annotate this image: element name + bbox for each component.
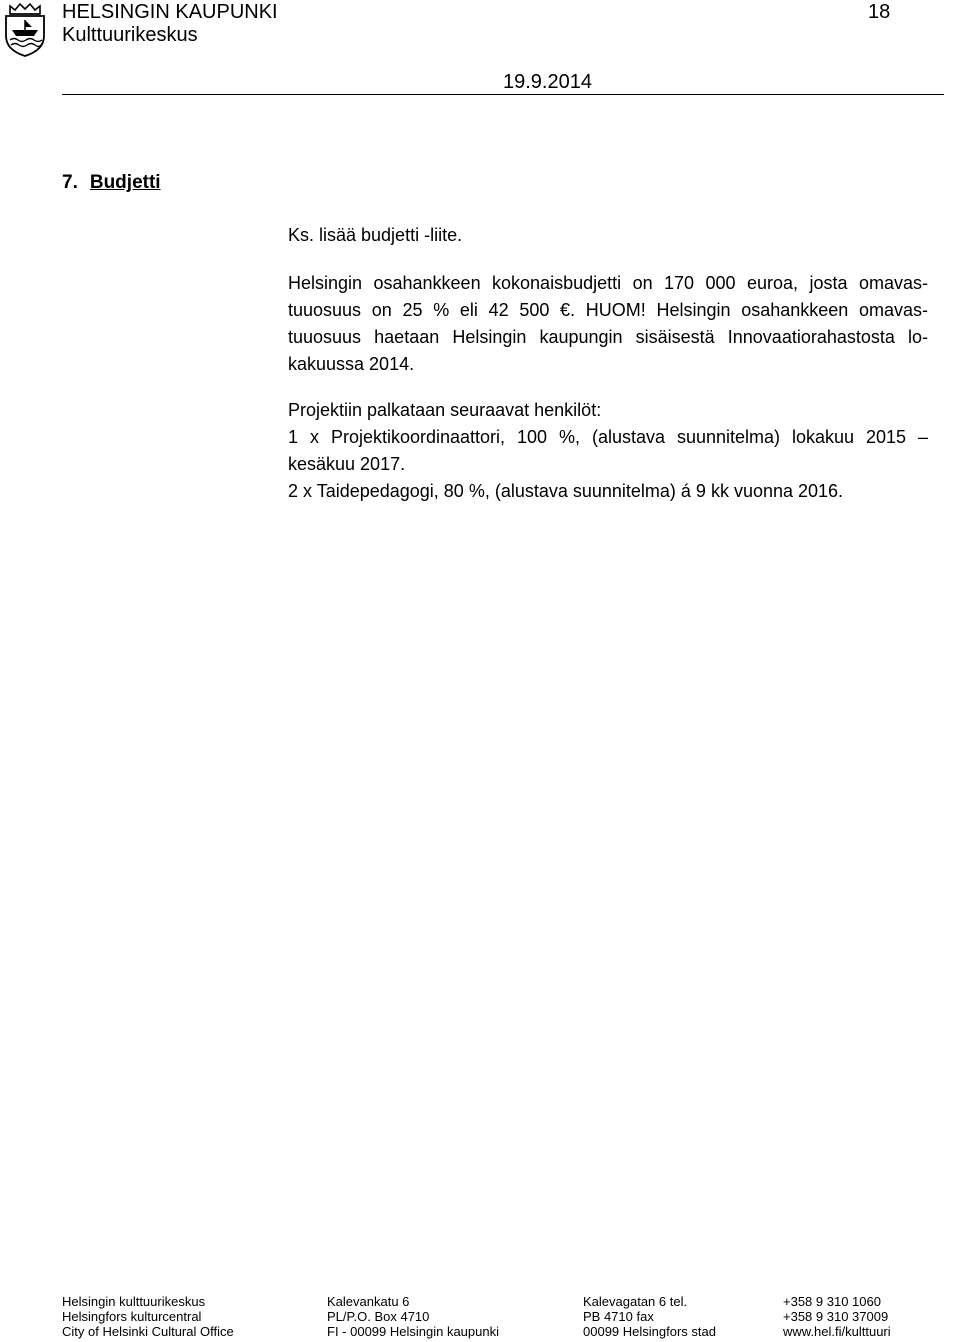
section-title: Budjetti (89, 172, 161, 193)
footer-website-link[interactable]: www.hel.fi/kulttuuri (783, 1324, 891, 1339)
footer-fax: +358 9 310 37009 (783, 1309, 889, 1324)
paragraph-line: kakuussa 2014. (288, 354, 415, 374)
paragraph-line: 2 x Taidepedagogi, 80 %, (alustava suunnitelma) á 9 kk vuonna 2016. (288, 481, 844, 501)
footer-line: 00099 Helsingfors stad (583, 1324, 716, 1339)
footer-line: Kalevankatu 6 (327, 1294, 410, 1309)
footer-line: Helsingfors kulturcentral (62, 1309, 202, 1324)
paragraph-staffing (288, 397, 928, 505)
paragraph-line: kesäkuu 2017. (288, 454, 406, 474)
paragraph-line: Ks. lisää budjetti -liite. (288, 225, 463, 245)
footer-phone: +358 9 310 1060 (783, 1294, 881, 1309)
page-number: 18 (868, 1, 891, 23)
footer-organization (62, 1294, 234, 1339)
footer-line: FI - 00099 Helsingin kaupunki (327, 1324, 499, 1339)
paragraph-line: tuuosuus haetaan Helsingin kaupungin sisäisestä Innovaatiorahastosta lo- (288, 327, 928, 347)
footer-line: PL/P.O. Box 4710 (327, 1309, 430, 1324)
paragraph-line: Helsingin osahankkeen kokonaisbudjetti on 170 000 euroa, josta omavas- (288, 273, 928, 293)
department-name: Kulttuurikeskus (62, 24, 198, 46)
document-date: 19.9.2014 (503, 71, 592, 93)
paragraph-line: tuuosuus on 25 % eli 42 500 €. HUOM! Helsingin osahankkeen omavas- (288, 300, 928, 320)
footer-contact (783, 1294, 891, 1339)
footer-line: PB 4710 fax (583, 1309, 654, 1324)
organization-name: HELSINGIN KAUPUNKI (62, 1, 278, 23)
section-heading (62, 171, 161, 195)
paragraph-budget-details (288, 270, 928, 378)
header-divider (62, 94, 944, 95)
paragraph-line: 1 x Projektikoordinaattori, 100 %, (alustava suunnitelma) lokakuu 2015 – (288, 427, 928, 447)
footer-address-swedish (583, 1294, 716, 1339)
paragraph-line: Projektiin palkataan seuraavat henkilöt: (288, 400, 602, 420)
footer-line: Helsingin kulttuurikeskus (62, 1294, 206, 1309)
footer-address (327, 1294, 499, 1339)
footer-line: City of Helsinki Cultural Office (62, 1324, 234, 1339)
footer-line: Kalevagatan 6 tel. (583, 1294, 688, 1309)
section-number: 7. (62, 172, 78, 193)
paragraph-budget-reference (288, 222, 928, 249)
helsinki-coat-of-arms-icon (2, 2, 48, 58)
